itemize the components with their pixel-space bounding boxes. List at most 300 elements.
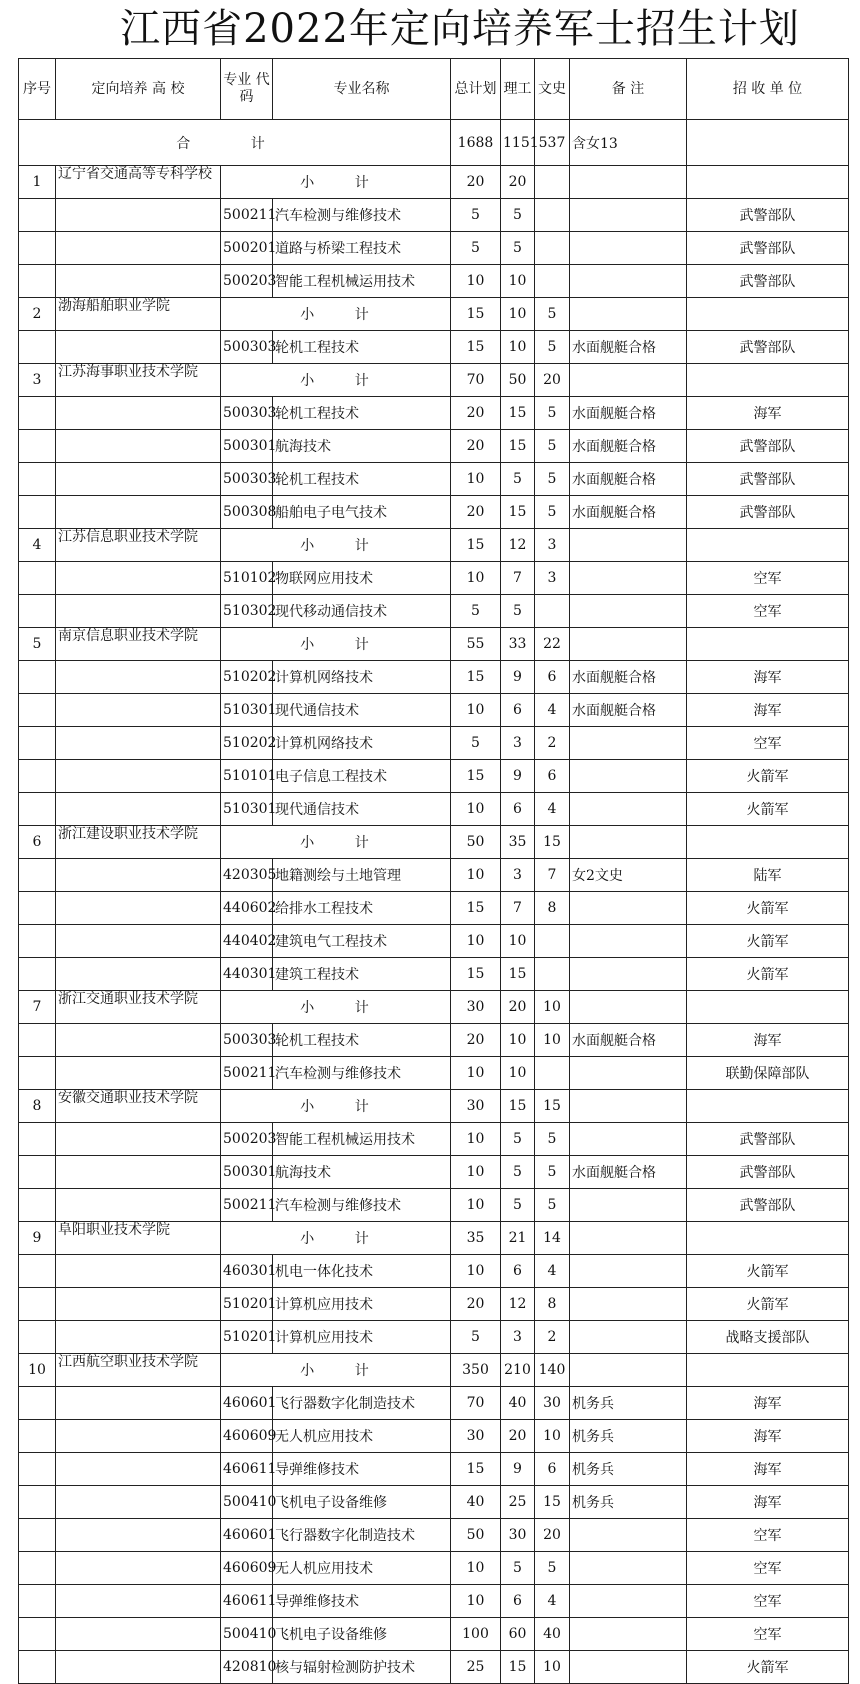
subtotal-label: 小 计 [221, 826, 451, 859]
school-cell [56, 1585, 221, 1618]
major-cell: 物联网应用技术 [273, 562, 451, 595]
major-cell: 现代通信技术 [273, 694, 451, 727]
subtotal-row [19, 1090, 849, 1123]
seq-cell: 2 [19, 298, 56, 331]
seq-cell [19, 331, 56, 364]
grand-total-unit [687, 120, 849, 166]
note-cell [570, 1321, 687, 1354]
subtotal-label: 小 计 [221, 364, 451, 397]
school-cell [56, 430, 221, 463]
unit-cell: 海军 [687, 694, 849, 727]
subtotal-label: 小 计 [221, 1222, 451, 1255]
table-row [19, 232, 849, 265]
school-cell [56, 1321, 221, 1354]
arts-cell: 3 [535, 562, 570, 595]
table-row [19, 1387, 849, 1420]
seq-cell [19, 727, 56, 760]
arts-cell: 10 [535, 1420, 570, 1453]
seq-cell [19, 265, 56, 298]
table-row [19, 595, 849, 628]
total-cell: 10 [451, 463, 501, 496]
total-cell: 15 [451, 892, 501, 925]
unit-cell [687, 1222, 849, 1255]
unit-cell: 武警部队 [687, 1123, 849, 1156]
school-cell [56, 265, 221, 298]
note-cell [570, 1288, 687, 1321]
sci-cell: 9 [501, 1453, 535, 1486]
school-cell [56, 595, 221, 628]
seq-cell [19, 958, 56, 991]
unit-cell: 火箭军 [687, 1651, 849, 1684]
sci-cell: 7 [501, 892, 535, 925]
subtotal-row [19, 1354, 849, 1387]
note-cell: 机务兵 [570, 1387, 687, 1420]
sci-cell: 3 [501, 727, 535, 760]
total-cell: 10 [451, 925, 501, 958]
note-cell: 女2文史 [570, 859, 687, 892]
unit-cell: 武警部队 [687, 265, 849, 298]
unit-cell [687, 529, 849, 562]
seq-cell [19, 1420, 56, 1453]
total-cell: 20 [451, 1024, 501, 1057]
note-cell: 水面舰艇合格 [570, 496, 687, 529]
arts-cell: 40 [535, 1618, 570, 1651]
subtotal-label: 小 计 [221, 166, 451, 199]
unit-cell [687, 991, 849, 1024]
school-cell [56, 1486, 221, 1519]
major-cell: 给排水工程技术 [273, 892, 451, 925]
seq-cell [19, 694, 56, 727]
unit-cell: 空军 [687, 562, 849, 595]
unit-cell [687, 298, 849, 331]
total-cell: 55 [451, 628, 501, 661]
seq-cell: 9 [19, 1222, 56, 1255]
subtotal-label: 小 计 [221, 628, 451, 661]
school-cell: 安徽交通职业技术学院 [56, 1090, 221, 1123]
sci-cell: 21 [501, 1222, 535, 1255]
total-cell: 20 [451, 430, 501, 463]
seq-cell: 4 [19, 529, 56, 562]
unit-cell: 空军 [687, 1552, 849, 1585]
unit-cell: 武警部队 [687, 496, 849, 529]
sci-cell: 5 [501, 1123, 535, 1156]
total-cell: 10 [451, 1552, 501, 1585]
major-cell: 计算机网络技术 [273, 727, 451, 760]
note-cell [570, 628, 687, 661]
seq-cell [19, 1189, 56, 1222]
unit-cell: 海军 [687, 1024, 849, 1057]
sci-cell: 15 [501, 1651, 535, 1684]
school-cell [56, 199, 221, 232]
note-cell: 水面舰艇合格 [570, 463, 687, 496]
unit-cell [687, 1354, 849, 1387]
note-cell [570, 826, 687, 859]
note-cell [570, 1123, 687, 1156]
sci-cell: 60 [501, 1618, 535, 1651]
code-cell: 500211 [221, 1057, 273, 1090]
total-cell: 30 [451, 1420, 501, 1453]
table-row [19, 1156, 849, 1189]
arts-cell: 140 [535, 1354, 570, 1387]
code-cell: 500301 [221, 1156, 273, 1189]
note-cell [570, 364, 687, 397]
seq-cell: 1 [19, 166, 56, 199]
total-cell: 5 [451, 595, 501, 628]
code-cell: 500201 [221, 232, 273, 265]
code-cell: 510201 [221, 1288, 273, 1321]
code-cell: 440602 [221, 892, 273, 925]
school-cell: 江西航空职业技术学院 [56, 1354, 221, 1387]
unit-cell: 联勤保障部队 [687, 1057, 849, 1090]
total-cell: 15 [451, 661, 501, 694]
unit-cell [687, 166, 849, 199]
school-cell: 浙江交通职业技术学院 [56, 991, 221, 1024]
code-cell: 460601 [221, 1387, 273, 1420]
arts-cell: 5 [535, 298, 570, 331]
table-row [19, 727, 849, 760]
table-row [19, 1618, 849, 1651]
major-cell: 轮机工程技术 [273, 463, 451, 496]
school-cell: 江苏海事职业技术学院 [56, 364, 221, 397]
header-sci: 理工 [501, 59, 535, 120]
code-cell: 500303 [221, 463, 273, 496]
sci-cell: 33 [501, 628, 535, 661]
note-cell: 水面舰艇合格 [570, 1156, 687, 1189]
school-cell [56, 892, 221, 925]
code-cell: 440402 [221, 925, 273, 958]
sci-cell: 210 [501, 1354, 535, 1387]
major-cell: 无人机应用技术 [273, 1552, 451, 1585]
seq-cell [19, 1288, 56, 1321]
total-cell: 35 [451, 1222, 501, 1255]
major-cell: 建筑工程技术 [273, 958, 451, 991]
school-cell [56, 925, 221, 958]
sci-cell: 20 [501, 166, 535, 199]
school-cell: 南京信息职业技术学院 [56, 628, 221, 661]
unit-cell [687, 364, 849, 397]
note-cell [570, 727, 687, 760]
unit-cell: 海军 [687, 1420, 849, 1453]
school-cell [56, 232, 221, 265]
subtotal-label: 小 计 [221, 529, 451, 562]
unit-cell: 武警部队 [687, 199, 849, 232]
school-cell [56, 1618, 221, 1651]
school-cell [56, 562, 221, 595]
code-cell: 500410 [221, 1486, 273, 1519]
code-cell: 460609 [221, 1420, 273, 1453]
sci-cell: 15 [501, 496, 535, 529]
total-cell: 15 [451, 331, 501, 364]
arts-cell: 6 [535, 1453, 570, 1486]
table-row [19, 793, 849, 826]
total-cell: 350 [451, 1354, 501, 1387]
sci-cell: 15 [501, 958, 535, 991]
table-row [19, 892, 849, 925]
unit-cell: 火箭军 [687, 760, 849, 793]
sci-cell: 5 [501, 199, 535, 232]
sci-cell: 6 [501, 793, 535, 826]
seq-cell [19, 397, 56, 430]
arts-cell: 15 [535, 1486, 570, 1519]
note-cell: 水面舰艇合格 [570, 661, 687, 694]
unit-cell: 火箭军 [687, 925, 849, 958]
school-cell [56, 1453, 221, 1486]
subtotal-row [19, 364, 849, 397]
total-cell: 20 [451, 1288, 501, 1321]
code-cell: 460601 [221, 1519, 273, 1552]
seq-cell [19, 463, 56, 496]
total-cell: 5 [451, 1321, 501, 1354]
total-cell: 15 [451, 298, 501, 331]
arts-cell: 4 [535, 1585, 570, 1618]
table-row [19, 1585, 849, 1618]
table-row [19, 958, 849, 991]
seq-cell: 3 [19, 364, 56, 397]
note-cell [570, 958, 687, 991]
arts-cell: 6 [535, 760, 570, 793]
table-row [19, 1651, 849, 1684]
seq-cell [19, 1585, 56, 1618]
unit-cell [687, 628, 849, 661]
header-seq: 序号 [19, 59, 56, 120]
note-cell [570, 1519, 687, 1552]
unit-cell: 火箭军 [687, 793, 849, 826]
sci-cell: 40 [501, 1387, 535, 1420]
code-cell: 460611 [221, 1453, 273, 1486]
major-cell: 电子信息工程技术 [273, 760, 451, 793]
note-cell [570, 793, 687, 826]
table-row [19, 859, 849, 892]
seq-cell [19, 595, 56, 628]
major-cell: 道路与桥梁工程技术 [273, 232, 451, 265]
code-cell: 420810 [221, 1651, 273, 1684]
note-cell [570, 265, 687, 298]
seq-cell: 7 [19, 991, 56, 1024]
unit-cell: 海军 [687, 397, 849, 430]
note-cell [570, 166, 687, 199]
note-cell [570, 1057, 687, 1090]
table-row [19, 265, 849, 298]
major-cell: 机电一体化技术 [273, 1255, 451, 1288]
seq-cell [19, 925, 56, 958]
arts-cell: 7 [535, 859, 570, 892]
major-cell: 汽车检测与维修技术 [273, 199, 451, 232]
header-total: 总计划 [451, 59, 501, 120]
unit-cell: 海军 [687, 661, 849, 694]
sci-cell: 35 [501, 826, 535, 859]
sci-cell: 5 [501, 1552, 535, 1585]
total-cell: 5 [451, 727, 501, 760]
total-cell: 10 [451, 859, 501, 892]
sci-cell: 30 [501, 1519, 535, 1552]
sci-cell: 3 [501, 859, 535, 892]
subtotal-row [19, 166, 849, 199]
total-cell: 70 [451, 1387, 501, 1420]
unit-cell: 空军 [687, 1585, 849, 1618]
arts-cell: 15 [535, 826, 570, 859]
arts-cell: 2 [535, 727, 570, 760]
school-cell [56, 958, 221, 991]
major-cell: 计算机应用技术 [273, 1321, 451, 1354]
arts-cell: 3 [535, 529, 570, 562]
note-cell [570, 925, 687, 958]
seq-cell [19, 1552, 56, 1585]
note-cell [570, 991, 687, 1024]
seq-cell [19, 1057, 56, 1090]
unit-cell: 火箭军 [687, 1288, 849, 1321]
grand-total-label: 合 计 [19, 120, 451, 166]
arts-cell: 5 [535, 463, 570, 496]
total-cell: 10 [451, 562, 501, 595]
grand-total-total: 1688 [451, 120, 501, 166]
sci-cell: 12 [501, 1288, 535, 1321]
seq-cell [19, 1519, 56, 1552]
unit-cell: 空军 [687, 1519, 849, 1552]
total-cell: 15 [451, 1453, 501, 1486]
school-cell [56, 760, 221, 793]
unit-cell: 空军 [687, 727, 849, 760]
code-cell: 510302 [221, 595, 273, 628]
arts-cell: 5 [535, 430, 570, 463]
total-cell: 15 [451, 760, 501, 793]
table-row [19, 496, 849, 529]
note-cell [570, 1255, 687, 1288]
total-cell: 10 [451, 1156, 501, 1189]
school-cell [56, 1519, 221, 1552]
total-cell: 10 [451, 793, 501, 826]
note-cell: 机务兵 [570, 1420, 687, 1453]
total-cell: 10 [451, 694, 501, 727]
arts-cell [535, 595, 570, 628]
total-cell: 10 [451, 1585, 501, 1618]
arts-cell: 6 [535, 661, 570, 694]
code-cell: 500211 [221, 1189, 273, 1222]
code-cell: 460301 [221, 1255, 273, 1288]
header-unit: 招 收 单 位 [687, 59, 849, 120]
total-cell: 15 [451, 529, 501, 562]
total-cell: 70 [451, 364, 501, 397]
sci-cell: 10 [501, 1024, 535, 1057]
sci-cell: 9 [501, 760, 535, 793]
arts-cell: 10 [535, 991, 570, 1024]
unit-cell [687, 826, 849, 859]
unit-cell: 武警部队 [687, 232, 849, 265]
code-cell: 510101 [221, 760, 273, 793]
seq-cell [19, 199, 56, 232]
seq-cell [19, 760, 56, 793]
arts-cell: 10 [535, 1651, 570, 1684]
sci-cell: 6 [501, 694, 535, 727]
major-cell: 飞机电子设备维修 [273, 1486, 451, 1519]
note-cell [570, 1618, 687, 1651]
total-cell: 5 [451, 232, 501, 265]
arts-cell [535, 925, 570, 958]
table-row [19, 694, 849, 727]
major-cell: 智能工程机械运用技术 [273, 1123, 451, 1156]
school-cell [56, 1024, 221, 1057]
note-cell [570, 1354, 687, 1387]
unit-cell: 海军 [687, 1453, 849, 1486]
code-cell: 500303 [221, 397, 273, 430]
unit-cell: 火箭军 [687, 892, 849, 925]
arts-cell: 5 [535, 1123, 570, 1156]
code-cell: 510102 [221, 562, 273, 595]
arts-cell [535, 265, 570, 298]
sci-cell: 10 [501, 331, 535, 364]
seq-cell: 8 [19, 1090, 56, 1123]
table-row [19, 331, 849, 364]
seq-cell [19, 562, 56, 595]
table-row [19, 397, 849, 430]
table-row [19, 430, 849, 463]
note-cell [570, 595, 687, 628]
sci-cell: 10 [501, 925, 535, 958]
subtotal-label: 小 计 [221, 991, 451, 1024]
table-row [19, 1420, 849, 1453]
subtotal-row [19, 991, 849, 1024]
arts-cell: 5 [535, 1552, 570, 1585]
major-cell: 导弹维修技术 [273, 1585, 451, 1618]
code-cell: 500203 [221, 1123, 273, 1156]
table-row [19, 1552, 849, 1585]
school-cell: 浙江建设职业技术学院 [56, 826, 221, 859]
seq-cell [19, 430, 56, 463]
arts-cell: 5 [535, 397, 570, 430]
note-cell [570, 1651, 687, 1684]
code-cell: 510201 [221, 1321, 273, 1354]
major-cell: 轮机工程技术 [273, 1024, 451, 1057]
total-cell: 10 [451, 1189, 501, 1222]
school-cell [56, 463, 221, 496]
arts-cell: 20 [535, 1519, 570, 1552]
total-cell: 50 [451, 826, 501, 859]
note-cell [570, 199, 687, 232]
unit-cell: 海军 [687, 1486, 849, 1519]
total-cell: 50 [451, 1519, 501, 1552]
arts-cell: 15 [535, 1090, 570, 1123]
school-cell [56, 1387, 221, 1420]
grand-total-row [19, 120, 849, 166]
arts-cell: 5 [535, 1189, 570, 1222]
code-cell: 500203 [221, 265, 273, 298]
unit-cell [687, 1090, 849, 1123]
total-cell: 10 [451, 1057, 501, 1090]
seq-cell [19, 1618, 56, 1651]
school-cell [56, 1156, 221, 1189]
arts-cell: 20 [535, 364, 570, 397]
arts-cell: 5 [535, 331, 570, 364]
sci-cell: 20 [501, 1420, 535, 1453]
unit-cell: 陆军 [687, 859, 849, 892]
table-row [19, 562, 849, 595]
note-cell: 水面舰艇合格 [570, 694, 687, 727]
total-cell: 20 [451, 166, 501, 199]
grand-total-note: 含女13 [570, 120, 687, 166]
note-cell [570, 298, 687, 331]
code-cell: 510301 [221, 793, 273, 826]
subtotal-label: 小 计 [221, 298, 451, 331]
header-arts: 文史 [535, 59, 570, 120]
school-cell: 辽宁省交通高等专科学校 [56, 166, 221, 199]
table-row [19, 925, 849, 958]
subtotal-row [19, 826, 849, 859]
sci-cell: 6 [501, 1255, 535, 1288]
seq-cell [19, 1123, 56, 1156]
total-cell: 40 [451, 1486, 501, 1519]
school-cell: 江苏信息职业技术学院 [56, 529, 221, 562]
note-cell: 水面舰艇合格 [570, 1024, 687, 1057]
header-row [19, 59, 849, 120]
